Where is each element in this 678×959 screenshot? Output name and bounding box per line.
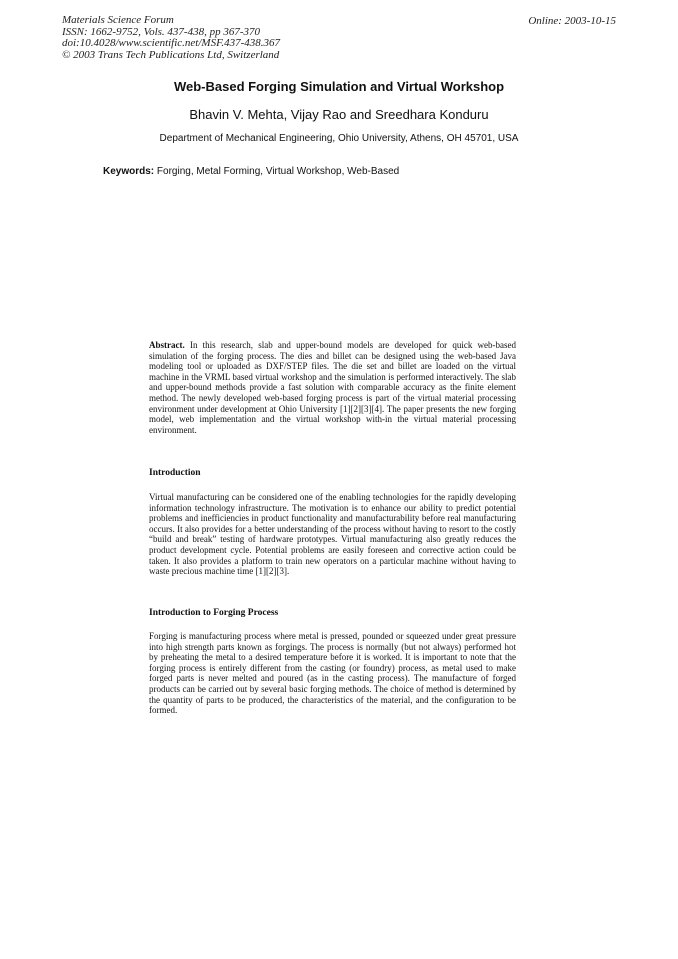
keywords-label: Keywords:: [103, 166, 155, 177]
introduction-heading: Introduction: [149, 468, 201, 478]
abstract-label: Abstract.: [149, 340, 185, 350]
paper-affiliation: Department of Mechanical Engineering, Ohio University, Athens, OH 45701, USA: [159, 133, 519, 144]
paper-title: Web-Based Forging Simulation and Virtual Workshop: [173, 79, 505, 94]
journal-name: Materials Science Forum: [62, 14, 174, 26]
online-date: Online: 2003-10-15: [528, 15, 616, 27]
abstract-paragraph: [149, 340, 516, 435]
abstract-text: In this research, slab and upper-bound models are developed for quick web-based simulation of the forging process. The dies and billet can be designed using the web-based Java modeling tool or uploaded as DXF/STEP files. The die set and billet are loaded on the virtual machine in the VRML based virtual workshop and the simulation is performed interactively. The slab and upper-bound methods provide a fast solution with comparable accuracy as the finite element method. The newly developed web-based forging process is part of the virtual material processing environment under development at Ohio University [1][2][3][4]. The paper presents the new forging model, web implementation and the virtual workshop with-in the virtual material processing environment.: [149, 340, 517, 435]
keywords-list: Forging, Metal Forming, Virtual Workshop, Web-Based: [156, 166, 400, 177]
copyright-line: © 2003 Trans Tech Publications Ltd, Switzerland: [62, 48, 280, 61]
running-header: [62, 15, 280, 61]
paper-authors: Bhavin V. Mehta, Vijay Rao and Sreedhara Konduru: [189, 107, 489, 122]
doi-line: doi:10.4028/www.scientific.net/MSF.437-438.367: [62, 37, 281, 50]
forging-heading: Introduction to Forging Process: [149, 608, 279, 618]
issn-line: ISSN: 1662-9752, Vols. 437-438, pp 367-370: [62, 25, 260, 38]
keywords-line: [103, 166, 399, 177]
introduction-paragraph: Virtual manufacturing can be considered one of the enabling technologies for the rapidly developing information technology infrastructure. The motivation is to enhance our ability to predict potential problems and inefficiencies in product functionality and manufacturability before real manufacturing occurs. It also provides for a better understanding of the process without having to resort to the costly “build and break” testing of hardware prototypes. Virtual manufacturing also greatly reduces the product development cycle. Potential problems are easily foreseen and corrective action could be taken. It also provides a platform to train new operators on a particular machine without having to waste precious machine time [1][2][3].: [149, 492, 516, 577]
forging-paragraph: Forging is manufacturing process where metal is pressed, pounded or squeezed under great pressure into high strength parts known as forgings. The process is normally (but not always) performed hot by preheating the metal to a desired temperature before it is worked. It is important to note that the forging process is entirely different from the casting (or foundry) process, as metal used to make forged parts is never melted and poured (as in the casting process). The manufacture of forged products can be carried out by several basic forging methods. The choice of method is determined by the quantity of parts to be produced, the characteristics of the material, and the configuration to be formed.: [149, 631, 516, 716]
